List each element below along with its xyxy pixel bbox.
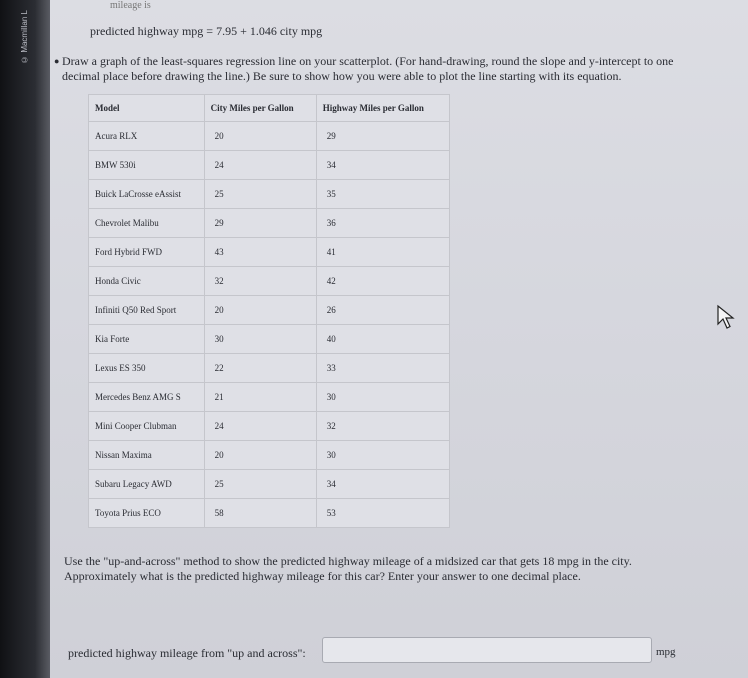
highway-mpg-cell: 34 xyxy=(316,470,449,499)
question-page xyxy=(50,0,748,678)
table-row xyxy=(89,151,450,180)
bullet-icon: ● xyxy=(54,56,60,66)
table-row xyxy=(89,499,450,528)
table-body xyxy=(89,122,450,528)
model-cell: Honda Civic xyxy=(89,267,205,296)
city-mpg-cell: 25 xyxy=(204,470,316,499)
highway-mpg-cell: 30 xyxy=(316,441,449,470)
column-header-highway: Highway Miles per Gallon xyxy=(316,95,449,122)
model-cell: Mercedes Benz AMG S xyxy=(89,383,205,412)
city-mpg-cell: 20 xyxy=(204,122,316,151)
predicted-mileage-input[interactable] xyxy=(322,637,652,663)
table-row xyxy=(89,180,450,209)
model-cell: Mini Cooper Clubman xyxy=(89,412,205,441)
highway-mpg-cell: 30 xyxy=(316,383,449,412)
model-cell: Toyota Prius ECO xyxy=(89,499,205,528)
unit-label: mpg xyxy=(656,646,676,658)
monitor-bezel xyxy=(0,0,50,678)
highway-mpg-cell: 42 xyxy=(316,267,449,296)
column-header-city: City Miles per Gallon xyxy=(204,95,316,122)
column-header-model: Model xyxy=(89,95,205,122)
city-mpg-cell: 20 xyxy=(204,441,316,470)
table-row xyxy=(89,238,450,267)
table-row xyxy=(89,383,450,412)
model-cell: Chevrolet Malibu xyxy=(89,209,205,238)
city-mpg-cell: 58 xyxy=(204,499,316,528)
city-mpg-cell: 24 xyxy=(204,151,316,180)
table-row xyxy=(89,209,450,238)
highway-mpg-cell: 53 xyxy=(316,499,449,528)
mouse-pointer-icon xyxy=(716,304,736,330)
model-cell: Kia Forte xyxy=(89,325,205,354)
regression-formula: predicted highway mpg = 7.95 + 1.046 city mpg xyxy=(90,24,323,38)
model-cell: Subaru Legacy AWD xyxy=(89,470,205,499)
table-row xyxy=(89,470,450,499)
cut-off-header: mileage is xyxy=(110,0,151,11)
city-mpg-cell: 21 xyxy=(204,383,316,412)
city-mpg-cell: 30 xyxy=(204,325,316,354)
table-row xyxy=(89,412,450,441)
highway-mpg-cell: 29 xyxy=(316,122,449,151)
graph-instructions xyxy=(54,54,702,84)
model-cell: BMW 530i xyxy=(89,151,205,180)
city-mpg-cell: 32 xyxy=(204,267,316,296)
model-cell: Ford Hybrid FWD xyxy=(89,238,205,267)
highway-mpg-cell: 33 xyxy=(316,354,449,383)
highway-mpg-cell: 41 xyxy=(316,238,449,267)
highway-mpg-cell: 40 xyxy=(316,325,449,354)
table-row xyxy=(89,267,450,296)
table-header-row xyxy=(89,95,450,122)
table-row xyxy=(89,122,450,151)
highway-mpg-cell: 36 xyxy=(316,209,449,238)
city-mpg-cell: 22 xyxy=(204,354,316,383)
model-cell: Infiniti Q50 Red Sport xyxy=(89,296,205,325)
answer-label: predicted highway mileage from "up and across": xyxy=(68,646,306,660)
highway-mpg-cell: 34 xyxy=(316,151,449,180)
model-cell: Lexus ES 350 xyxy=(89,354,205,383)
highway-mpg-cell: 32 xyxy=(316,412,449,441)
mileage-table xyxy=(88,94,450,528)
city-mpg-cell: 43 xyxy=(204,238,316,267)
table-row xyxy=(89,325,450,354)
table-row xyxy=(89,296,450,325)
instructions-text: Draw a graph of the least-squares regression line on your scatterplot. (For hand-drawing, round the slope and y-intercept to one decimal place before drawing the line.) Be sure to show how you were able to plot the line starting with its equation. xyxy=(62,54,674,83)
city-mpg-cell: 24 xyxy=(204,412,316,441)
city-mpg-cell: 20 xyxy=(204,296,316,325)
model-cell: Nissan Maxima xyxy=(89,441,205,470)
table-row xyxy=(89,354,450,383)
city-mpg-cell: 29 xyxy=(204,209,316,238)
highway-mpg-cell: 35 xyxy=(316,180,449,209)
city-mpg-cell: 25 xyxy=(204,180,316,209)
table-row xyxy=(89,441,450,470)
model-cell: Buick LaCrosse eAssist xyxy=(89,180,205,209)
up-and-across-question: Use the "up-and-across" method to show the predicted highway mileage of a midsized car that gets 18 mpg in the city. Approximately what is the predicted highway mileage for this car? Enter your answer to one decimal place. xyxy=(64,554,632,583)
model-cell: Acura RLX xyxy=(89,122,205,151)
highway-mpg-cell: 26 xyxy=(316,296,449,325)
copyright-text: © Macmillan L xyxy=(20,10,29,64)
